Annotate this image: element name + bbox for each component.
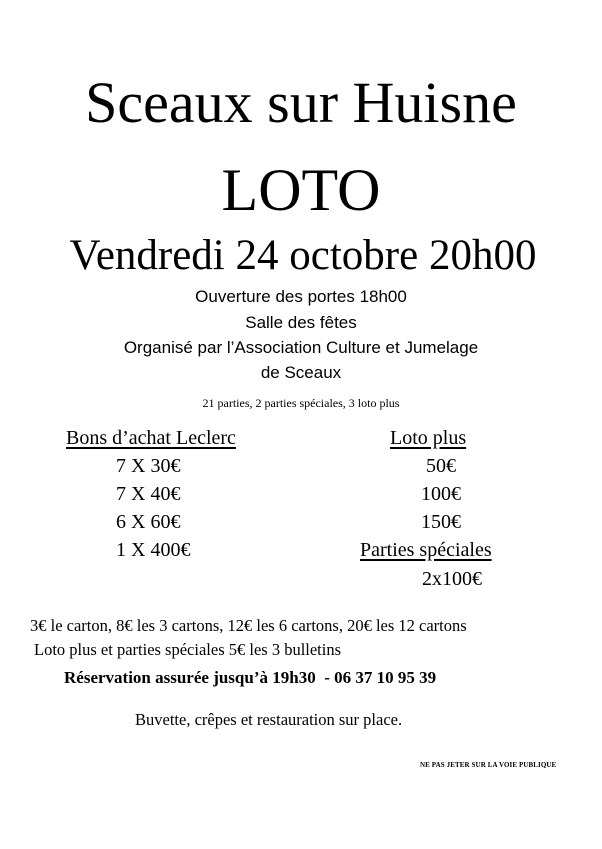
organizer-line-2: de Sceaux [260,363,342,382]
loto-plus-item: 50€ [426,455,456,477]
loto-plus-heading: Loto plus [390,427,467,449]
loto-plus-item: 100€ [421,483,461,505]
litter-notice: NE PAS JETER SUR LA VOIE PUBLIQUE [420,761,557,769]
doors-opening: Ouverture des portes 18h00 [195,287,407,306]
card-prices: 3€ le carton, 8€ les 3 cartons, 12€ les 6 cartons, 20€ les 12 cartons [30,616,467,635]
voucher-item: 7 X 30€ [116,455,181,477]
voucher-item: 1 X 400€ [116,539,191,561]
venue: Salle des fêtes [245,313,357,332]
event-title: LOTO [221,157,381,223]
leclerc-vouchers-heading: Bons d’achat Leclerc [66,427,236,449]
special-games-item: 2x100€ [422,568,482,590]
voucher-item: 7 X 40€ [116,483,181,505]
town-title: Sceaux sur Huisne [85,70,517,135]
reservation-info: Réservation assurée jusqu’à 19h30 - 06 37 10 95 39 [64,668,437,687]
organizer-line-1: Organisé par l’Association Culture et Jumelage [123,338,479,357]
special-games-heading: Parties spéciales [360,539,492,561]
event-date: Vendredi 24 octobre 20h00 [69,232,537,279]
voucher-item: 6 X 60€ [116,511,181,533]
loto-plus-item: 150€ [421,511,461,533]
games-summary: 21 parties, 2 parties spéciales, 3 loto plus [202,396,400,410]
bulletin-prices: Loto plus et parties spéciales 5€ les 3 bulletins [34,640,342,659]
refreshments-info: Buvette, crêpes et restauration sur place. [135,710,403,729]
